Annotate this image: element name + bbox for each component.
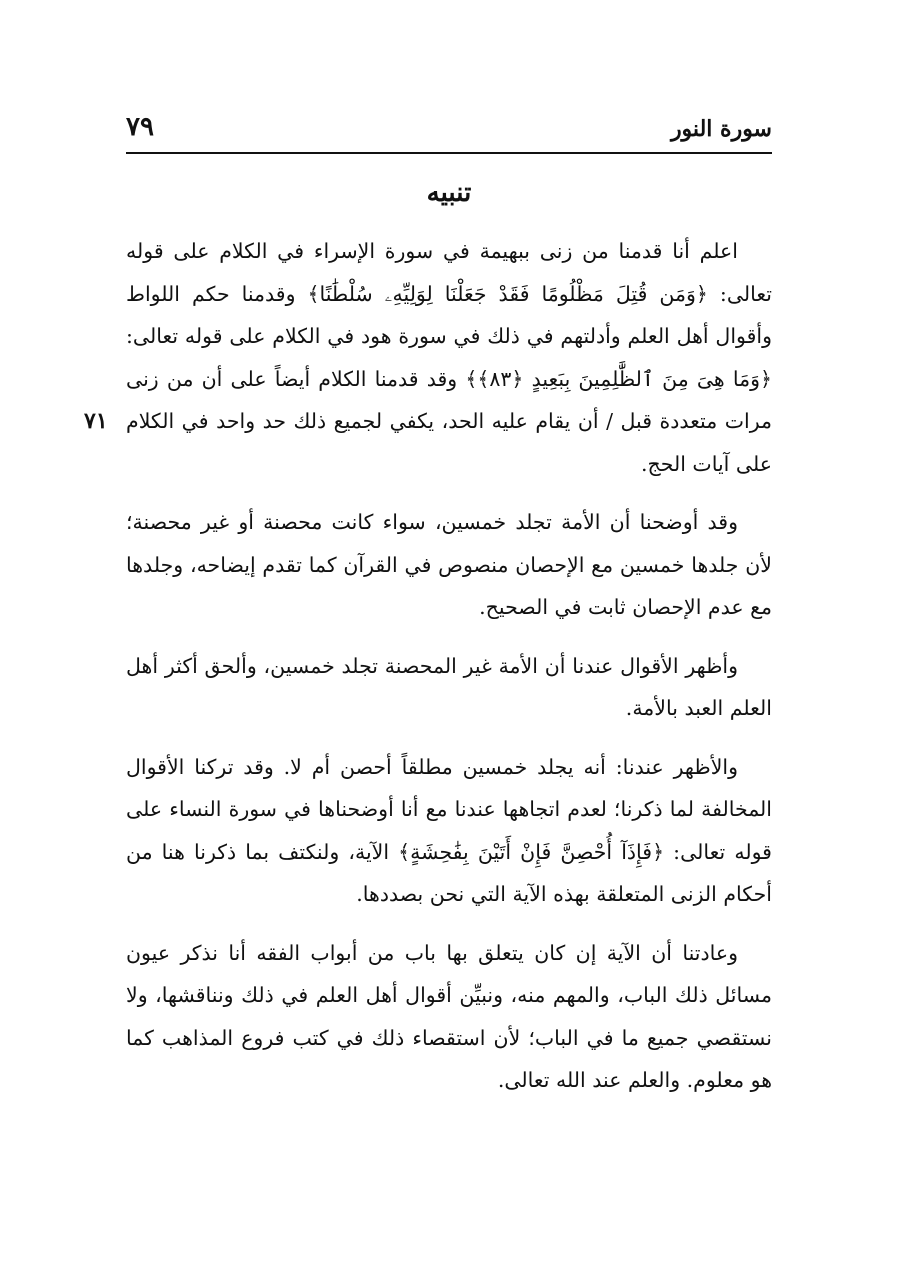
paragraph-2: وقد أوضحنا أن الأمة تجلد خمسين، سواء كانت محصنة أو غير محصنة؛ لأن جلدها خمسين مع الإحصان منصوص في القرآن كما تقدم إيضاحه، وجلدها مع عدم الإحصان ثابت في الصحيح. (126, 510, 772, 619)
paragraph-3: وأظهر الأقوال عندنا أن الأمة غير المحصنة تجلد خمسين، وألحق أكثر أهل العلم العبد بالأمة. (126, 653, 772, 720)
section-title: تنبيه (426, 178, 472, 208)
paragraph-5: وعادتنا أن الآية إن كان يتعلق بها باب من أبواب الفقه أنا نذكر عيون مسائل ذلك الباب، والمهم منه، ونبيِّن أقوال أهل العلم في ذلك ونناقشها، ولا نستقصي جميع ما في الباب؛ لأن استقصاء ذلك في كتب فروع المذاهب كما هو معلوم. والعلم عند الله تعالى. (126, 940, 772, 1092)
page-number: ٧٩ (126, 112, 154, 142)
body-text (126, 230, 772, 1118)
running-header (126, 112, 772, 154)
surah-title: سورة النور (670, 116, 772, 142)
paragraph-4: والأظهر عندنا: أنه يجلد خمسين مطلقاً أحصن أم لا. وقد تركنا الأقوال المخالفة لما ذكرنا؛ لعدم اتجاهها عندنا مع أنا أوضحناها في سورة النساء على قوله تعالى: ﴿فَإِذَآ أُحْصِنَّ فَإِنْ أَتَيْنَ بِفَٰحِشَةٍ﴾ الآية، ولنكتف بما ذكرنا هنا من أحكام الزنى المتعلقة بهذه الآية التي نحن بصددها. (126, 754, 772, 906)
margin-page-reference: ٧١ (84, 408, 108, 434)
paragraph-1: اعلم أنا قدمنا من زنى ببهيمة في سورة الإسراء في الكلام على قوله تعالى: ﴿وَمَن قُتِلَ مَظْلُومًا فَقَدْ جَعَلْنَا لِوَلِيِّهِۦ سُلْطَٰنًا﴾ وقدمنا حكم اللواط وأقوال أهل العلم وأدلتهم في ذلك في سورة هود في الكلام على قوله تعالى: ﴿وَمَا هِىَ مِنَ ٱلظَّٰلِمِينَ بِبَعِيدٍ ﴿٨٣﴾﴾ وقد قدمنا الكلام أيضاً على أن من زنى مرات متعددة قبل / أن يقام عليه الحد، يكفي لجميع ذلك حد واحد في الكلام على آيات الحج. (126, 239, 772, 476)
